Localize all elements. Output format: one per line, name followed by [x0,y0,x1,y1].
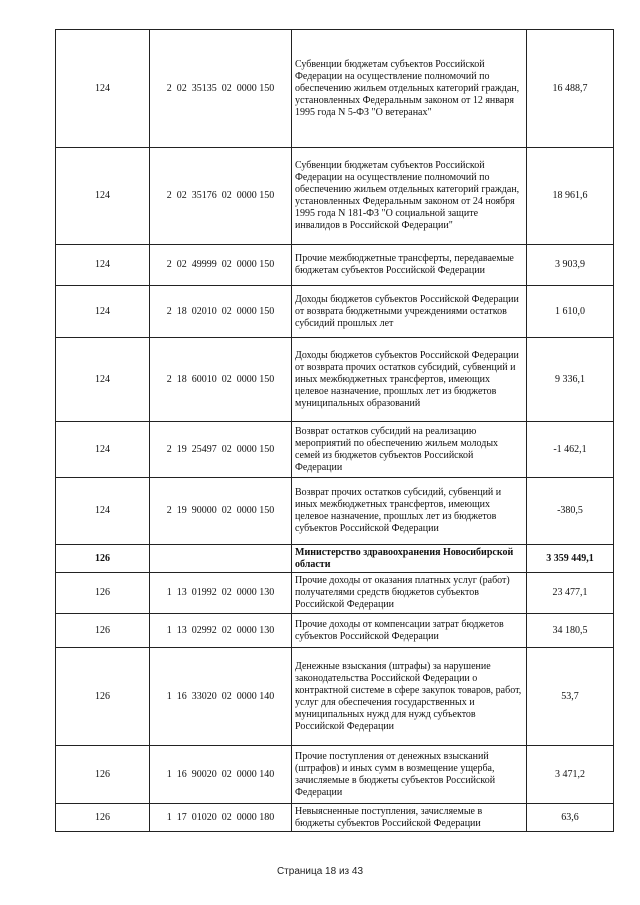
admin-code-cell: 124 [56,148,150,245]
admin-code-cell: 124 [56,338,150,422]
table-row [56,804,614,832]
budget-code-cell: 2 18 02010 02 0000 150 [150,286,292,338]
table-row [56,573,614,614]
budget-code-cell: 2 02 35135 02 0000 150 [150,30,292,148]
budget-code-cell: 1 13 02992 02 0000 130 [150,614,292,648]
budget-table-body [56,30,614,832]
budget-code-cell: 1 16 33020 02 0000 140 [150,648,292,746]
revenue-name-cell: Невыясненные поступления, зачисляемые в бюджеты субъектов Российской Федерации [292,804,527,832]
amount-cell: 23 477,1 [527,573,614,614]
admin-code-cell: 124 [56,478,150,545]
revenue-name-cell: Возврат остатков субсидий на реализацию мероприятий по обеспечению жильем молодых семей из бюджетов субъектов Российской Федерации [292,422,527,478]
admin-code-cell: 124 [56,286,150,338]
amount-cell: 3 903,9 [527,245,614,286]
admin-code-cell: 126 [56,573,150,614]
table-row [56,245,614,286]
budget-code-cell: 1 16 90020 02 0000 140 [150,746,292,804]
admin-code-cell: 126 [56,545,150,573]
table-row [56,422,614,478]
amount-cell: 16 488,7 [527,30,614,148]
amount-cell: 53,7 [527,648,614,746]
amount-cell: 3 471,2 [527,746,614,804]
table-row [56,746,614,804]
revenue-name-cell: Министерство здравоохранения Новосибирской области [292,545,527,573]
revenue-name-cell: Субвенции бюджетам субъектов Российской Федерации на осуществление полномочий по обеспечению жильем отдельных категорий граждан, установленных Федеральным законом от 12 января 1995 года N 5-ФЗ "О ветеранах" [292,30,527,148]
budget-code-cell [150,545,292,573]
revenue-name-cell: Субвенции бюджетам субъектов Российской Федерации на осуществление полномочий по обеспечению жильем отдельных категорий граждан, установленных Федеральным законом от 24 ноября 1995 года N 181-ФЗ "О социальной защите инвалидов в Российской Федерации" [292,148,527,245]
table-row [56,478,614,545]
budget-code-cell: 2 02 49999 02 0000 150 [150,245,292,286]
amount-cell: -1 462,1 [527,422,614,478]
amount-cell: -380,5 [527,478,614,545]
budget-code-cell: 2 18 60010 02 0000 150 [150,338,292,422]
admin-code-cell: 126 [56,804,150,832]
budget-code-cell: 1 13 01992 02 0000 130 [150,573,292,614]
table-row [56,648,614,746]
revenue-name-cell: Прочие межбюджетные трансферты, передаваемые бюджетам субъектов Российской Федерации [292,245,527,286]
amount-cell: 9 336,1 [527,338,614,422]
budget-code-cell: 1 17 01020 02 0000 180 [150,804,292,832]
admin-code-cell: 126 [56,648,150,746]
admin-code-cell: 124 [56,422,150,478]
table-row [56,338,614,422]
table-row [56,286,614,338]
admin-code-cell: 126 [56,746,150,804]
amount-cell: 34 180,5 [527,614,614,648]
amount-cell: 63,6 [527,804,614,832]
revenue-name-cell: Прочие доходы от компенсации затрат бюджетов субъектов Российской Федерации [292,614,527,648]
admin-code-cell: 124 [56,245,150,286]
budget-code-cell: 2 02 35176 02 0000 150 [150,148,292,245]
table-row [56,614,614,648]
revenue-name-cell: Прочие поступления от денежных взысканий (штрафов) и иных сумм в возмещение ущерба, зачисляемые в бюджеты субъектов Российской Федерации [292,746,527,804]
table-row [56,545,614,573]
revenue-name-cell: Прочие доходы от оказания платных услуг (работ) получателями средств бюджетов субъектов Российской Федерации [292,573,527,614]
revenue-name-cell: Доходы бюджетов субъектов Российской Федерации от возврата бюджетными учреждениями остатков субсидий прошлых лет [292,286,527,338]
table-row [56,30,614,148]
page-footer: Страница 18 из 43 [276,866,364,877]
revenue-name-cell: Возврат прочих остатков субсидий, субвенций и иных межбюджетных трансфертов, имеющих целевое назначение, прошлых лет из бюджетов субъектов Российской Федерации [292,478,527,545]
amount-cell: 3 359 449,1 [527,545,614,573]
admin-code-cell: 126 [56,614,150,648]
admin-code-cell: 124 [56,30,150,148]
budget-code-cell: 2 19 25497 02 0000 150 [150,422,292,478]
amount-cell: 18 961,6 [527,148,614,245]
budget-table [55,29,614,832]
amount-cell: 1 610,0 [527,286,614,338]
revenue-name-cell: Доходы бюджетов субъектов Российской Федерации от возврата прочих остатков субсидий, субвенций и иных межбюджетных трансфертов, имеющих целевое назначение, прошлых лет из бюджетов муниципальных образований [292,338,527,422]
revenue-name-cell: Денежные взыскания (штрафы) за нарушение законодательства Российской Федерации о контрактной системе в сфере закупок товаров, работ, услуг для обеспечения государственных и муниципальных нужд для нужд субъектов Российской Федерации [292,648,527,746]
budget-code-cell: 2 19 90000 02 0000 150 [150,478,292,545]
table-row [56,148,614,245]
